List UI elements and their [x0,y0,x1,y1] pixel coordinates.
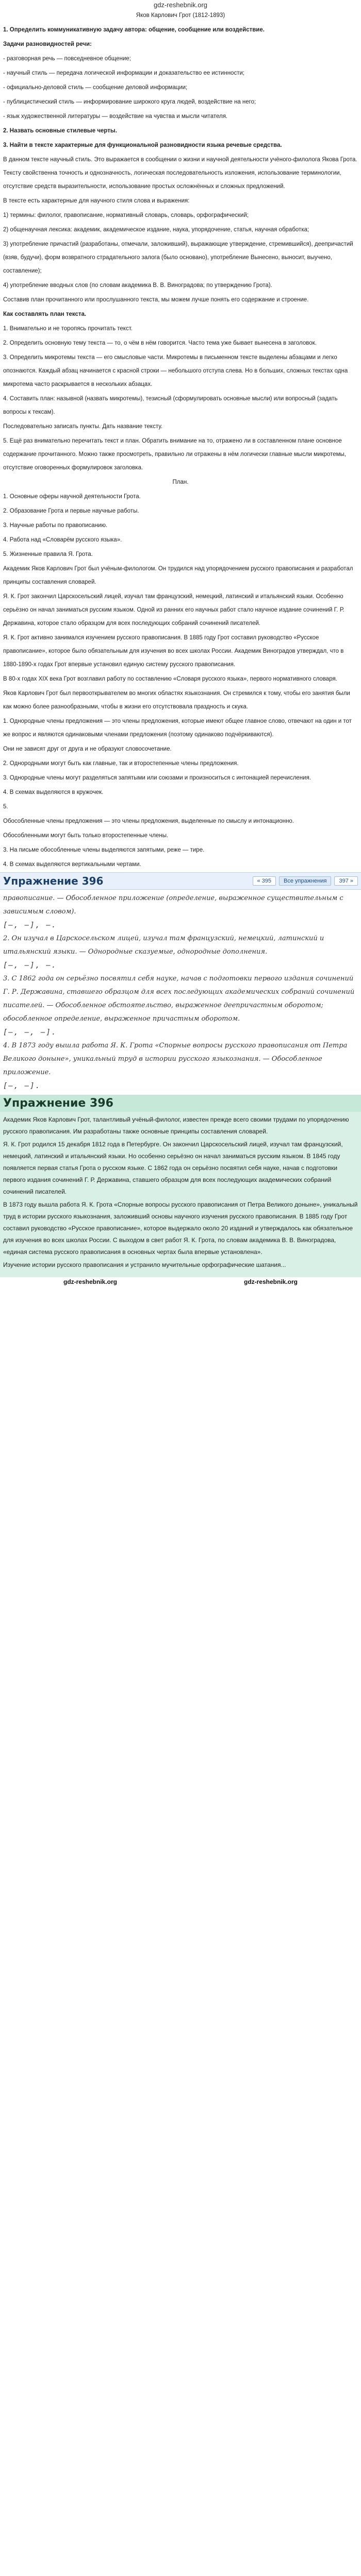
header-line: Яков Карлович Грот (1812-1893) [136,12,225,19]
task-note: 3. Однородные члены могут разделяться запятыми или союзами и произноситься с интонацией перечисления. [3,775,311,781]
paragraph: В данном тексте научный стиль. Это выражается в сообщении о жизни и научной деятельности учёного-филолога Якова Грота. Тексту свойственна точность и однозначность, логическая последовательность изложения, использование терминологии, отсутствие средств выразительности, использование простых осложнённых и сложных предложений. [3,157,357,190]
plan-step: 3. Определить микротемы текста — его смысловые части. Микротемы в письменном тексте выделены абзацами и легко опознаются. Каждый абзац начинается с красной строки — небольшого отступа слева. Но в больших, сложных текстах одна микротема часто раскрывается в нескольких абзацах. [3,354,348,387]
plan-step: 5. Ещё раз внимательно перечитать текст и план. Обратить внимание на то, отражено ли в составленном плане основное содержание прочитанного. Можно также просмотреть, правильно ли отражены в нём логически главные мысли микротемы, отсутствие оговоренных формулировок заголовка. [3,438,346,471]
task-note: Они не зависят друг от друга и не образуют словосочетание. [3,746,172,752]
style-item: - официально-деловой стиль — сообщение деловой информации; [3,84,188,91]
hand-line: правописание. — Обособленное приложение (определение, выраженное существительным с зависимым словом). [3,894,343,916]
task-note: Обособленные члены предложения — это члены предложения, выделенные по смыслу и интонационно. [3,818,294,824]
exercise-title: Упражнение 396 [3,875,104,887]
style-item: - разговорная речь — повседневное общение; [3,56,131,62]
task-note: 4. В схемах выделяются вертикальными чертами. [3,861,141,868]
exercise-nav [253,876,358,886]
task-3: 3. Найти в тексте характерные для функциональной разновидности языка речевые средства. [3,142,282,148]
exercise-paragraph: Я. К. Грот родился 15 декабря 1812 года в Петербурге. Он закончил Царскосельский лицей, изучал там французский, немецкий, латинский и итальянский языки. Но особенно серьёзно он начал заниматься русским языком. В 1845 году появляется первая статья Грота о русском языке. С 1862 года он серьёзно посвятил себя науке, начав с подготовки первого издания сочинений Г. Р. Державина, ставшего образцом для всех последующих академических собраний сочинений писателей. [3,1141,343,1195]
paragraph: Составив план прочитанного или прослушанного текста, мы можем лучше понять его содержание и строение. [3,297,309,303]
task-note: 1. Однородные члены предложения — это члены предложения, которые имеют общее главное слово, отвечают на один и тот же вопрос и являются одинаковыми членами предложения (поэтому одинаково подчёркиваются). [3,718,352,738]
style-item: - язык художественной литературы — воздействие на чувства и мысли читателя. [3,113,228,120]
paragraph: 1) термины: филолог, правописание, нормативный словарь, словарь, орфографический; [3,212,249,218]
hand-line: 4. В 1873 году вышла работа Я. К. Грота «Спорные вопросы русского правописания от Петра Великого доныне», уникальный труд в истории русского языкознания. — Обособленное приложение. [3,1042,348,1076]
scheme-line: [—, —], —. [3,921,57,929]
paragraph: В 80-х годах XIX века Грот возглавил работу по составлению «Словаря русского языка», первого нормативного словаря. [3,676,337,682]
next-exercise-button[interactable]: 397 » [334,876,358,886]
hand-line: 3. С 1862 года он серьёзно посвятил себя науке, начав с подготовки первого издания сочинений Г. Р. Державина, ставшего образцом для всех последующих академических собраний сочинений писателей. — Обособленное обстоятельство, выраженное деепричастным оборотом; обособленное определение, выраженное причастным оборотом. [3,975,355,1023]
all-exercises-button[interactable]: Все упражнения [279,876,331,886]
task-note: 4. В схемах выделяются в кружочек. [3,789,104,795]
plan-item: 4. Работа над «Словарём русского языка». [3,537,122,543]
paragraph: Академик Яков Карлович Грот был учёным-филологом. Он трудился над упорядочением русского правописания и разработал принципы составления словарей. [3,566,353,585]
paragraph: 3) употребление причастий (разработаны, отмечали, заложивший), выражающие утверждение, стремившийся), деепричастий (взяв, будучи), форм возвратного страдательного залога (было основано), употребление Вынесено, выносит, выучено, составление); [3,241,353,274]
watermark: gdz-reshebnik.org [243,1278,298,1285]
plan-step: 1. Внимательно и не торопясь прочитать текст. [3,326,133,332]
plan-item: 5. Жизненные правила Я. Грота. [3,551,93,557]
paragraph: Я. К. Грот активно занимался изучением русского правописания. В 1885 году Грот составил руководство «Русское правописание», которое было обязательным для изучения во всех школах России. Академик Виноградов утверждал, что в 1880-1890-х годах Грот впервые установил единую систему русского правописания. [3,635,344,668]
paragraph: В тексте есть характерные для научного стиля слова и выражения: [3,198,190,204]
plan-item: 1. Основные оферы научной деятельности Грота. [3,494,141,500]
paragraph: 2) общенаучная лексика: академик, академическое издание, наука, упорядочение, статья, научная обработка; [3,227,309,233]
exercise-text [0,1112,361,1277]
task-note: Обособленными могут быть только второстепенные члены. [3,833,169,839]
task-note: 5. [3,804,8,810]
page [0,0,361,1286]
style-item: - публицистический стиль — информирование широкого круга людей, воздействие на него; [3,99,256,105]
watermark: gdz-reshebnik.org [63,1278,117,1285]
style-item: - научный стиль — передача логической информации и доказательство ее истинности; [3,70,245,76]
plan-step: Последовательно записать пункты. Дать название тексту. [3,423,163,430]
plan-step: 4. Составить план: назывной (назвать микротемы), тезисный (сформулировать основные мысли) или вопросный (задать вопросы к тексам). [3,396,338,415]
paragraph: 4) употребление вводных слов (по словам академика В. В. Виноградова; по утверждению Грота). [3,282,272,289]
top-watermark: gdz-reshebnik.org [153,1,208,9]
task-note: 3. На письме обособленные члены выделяются запятыми, реже — тире. [3,847,205,853]
scheme-line: [—, —], —. [3,961,57,970]
plan-item: 2. Образование Грота и первые научные работы. [3,508,139,514]
exercise-nav-bar [0,872,361,890]
task-note: 2. Однородными могут быть как главные, так и второстепенные члены предложения. [3,760,239,767]
paragraph: Яков Карлович Грот был первооткрывателем во многих областях языкознания. Он стремился к тому, чтобы его занятия были как можно более разнообразными, чтобы в жизни его отсутствовала праздность и скука. [3,690,350,710]
paragraph: Я. К. Грот закончил Царскосельский лицей, изучал там французский, немецкий, латинский и итальянский языки. Особенно серьёзно он начал заниматься русским языком. Одной из ранних его научных работ стало научное издание сочинений Г. Р. Державина, которое стало образцом для всех последующих собраний сочинений писателей. [3,594,344,626]
plan-label: План. [172,479,189,485]
exercise-paragraph: Академик Яков Карлович Грот, талантливый учёный-филолог, известен прежде всего своими трудами по упорядочению русского правописания. Им разработаны также основные принципы составления словарей. [3,1116,349,1135]
paragraph: Как составлять план текста. [3,311,87,317]
styles-heading: Задачи разновидностей речи: [3,41,92,47]
plan-step: 2. Определить основную тему текста — то, о чём в нём говорится. Часто тема уже бывает вынесена в заголовок. [3,340,317,346]
exercise-paragraph: В 1873 году вышла работа Я. К. Грота «Спорные вопросы русского правописания от Петра Великого доныне», уникальный труд в истории русского языкознания, заложивший основы научного изучения русского правописания. В 1885 году Грот составил руководство «Русское правописание», которое выдержало около 20 изданий и утверждалось как обязательное для изучения во всех школах России. С выходом в свет работ Я. К. Грота, по словам академика В. В. Виноградова, «единая система русского правописания в основных чертах была впервые установлена». [3,1201,358,1256]
exercise-paragraph: Изучение истории русского правописания и устранило мучительные орфографические шатания... [3,1261,286,1268]
watermark-row [0,1277,361,1286]
exercise-title-green: Упражнение 396 [0,1095,361,1112]
scheme-line: [—, —, —]. [3,1028,57,1037]
task-1: 1. Определить коммуникативную задачу автора: общение, сообщение или воздействие. [3,27,265,33]
task-2: 2. Назвать основные стилевые черты. [3,128,117,134]
plan-item: 3. Научные работы по правописанию. [3,522,108,529]
handwritten-solution [0,890,361,1095]
prev-exercise-button[interactable]: « 395 [253,876,276,886]
scheme-line: [—, —]. [3,1082,41,1090]
hand-line: 2. Он изучал в Царскосельском лицей, изучал там французский, немецкий, латинский и итальянский языки. — Однородные сказуемые, однородные дополнения. [3,935,324,956]
solution-text [0,9,361,871]
